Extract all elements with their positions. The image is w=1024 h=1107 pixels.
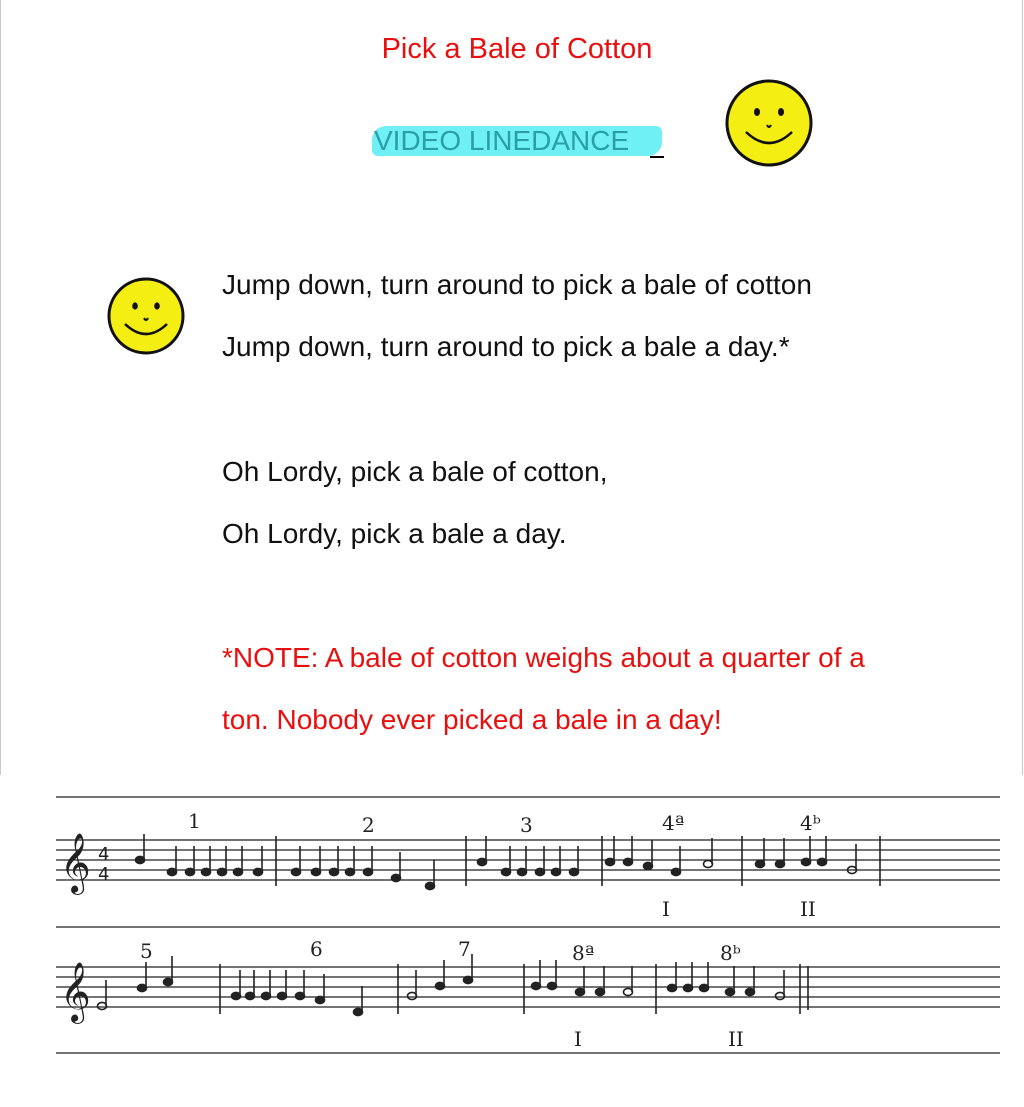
note-head xyxy=(606,858,615,865)
measure-number: 5 xyxy=(140,939,153,963)
measure-number: 8ᵇ xyxy=(720,941,741,965)
note-head xyxy=(330,868,339,875)
note-head xyxy=(218,868,227,875)
ending-marker: II xyxy=(800,897,816,921)
verse-line: Jump down, turn around to pick a bale of cotton xyxy=(222,269,812,300)
note-head xyxy=(296,992,305,999)
note-head xyxy=(668,984,677,991)
note-line: *NOTE: A bale of cotton weighs about a quarter of a xyxy=(222,642,865,673)
note-head xyxy=(756,860,765,867)
note-head xyxy=(746,988,755,995)
note-head xyxy=(292,868,301,875)
measure-number: 3 xyxy=(520,813,533,837)
note-head xyxy=(234,868,243,875)
note-head xyxy=(354,1008,363,1015)
note-head xyxy=(518,868,527,875)
note-head xyxy=(552,868,561,875)
note-head xyxy=(624,988,633,995)
note-head xyxy=(98,1002,107,1009)
measure-number: 6 xyxy=(310,937,323,961)
text-cursor xyxy=(650,126,664,158)
smiley-face-icon xyxy=(106,276,186,356)
note-head xyxy=(726,988,735,995)
note-head xyxy=(246,992,255,999)
note-head xyxy=(186,868,195,875)
ending-marker: I xyxy=(662,897,670,921)
note-head xyxy=(426,882,435,889)
note-head xyxy=(464,976,473,983)
measure-number: 7 xyxy=(458,937,471,961)
note-head xyxy=(164,978,173,985)
note-head xyxy=(136,856,145,863)
measure-number: 8ª xyxy=(572,941,595,965)
measure-number: 1 xyxy=(188,809,201,833)
staff-row-2 xyxy=(56,967,1000,1053)
note-head xyxy=(278,992,287,999)
note-head xyxy=(478,858,487,865)
chorus-line: Oh Lordy, pick a bale a day. xyxy=(222,518,567,549)
note-head xyxy=(138,984,147,991)
treble-clef-icon: 𝄞 xyxy=(60,962,91,1022)
note-head xyxy=(644,862,653,869)
measure-number: 4ª xyxy=(662,811,685,835)
note-head xyxy=(502,868,511,875)
note-head xyxy=(802,858,811,865)
note-head xyxy=(346,868,355,875)
note-head xyxy=(408,992,417,999)
note-head xyxy=(392,874,401,881)
note-head xyxy=(168,868,177,875)
note-line: ton. Nobody ever picked a bale in a day! xyxy=(222,704,722,735)
note-head xyxy=(672,868,681,875)
note-head xyxy=(312,868,321,875)
note-head xyxy=(684,984,693,991)
page-title: Pick a Bale of Cotton xyxy=(381,33,653,65)
smiley-face-icon xyxy=(724,78,814,168)
note-head xyxy=(576,988,585,995)
note-head xyxy=(436,982,445,989)
note-head xyxy=(776,992,785,999)
note-head xyxy=(596,988,605,995)
measure-number: 4ᵇ xyxy=(800,811,821,835)
note-head xyxy=(316,996,325,1003)
measure-number: 2 xyxy=(362,813,375,837)
note-head xyxy=(624,858,633,865)
chorus-line: Oh Lordy, pick a bale of cotton, xyxy=(222,456,608,487)
time-signature-top: 4 xyxy=(98,844,110,865)
note-head xyxy=(570,868,579,875)
verse-line: Jump down, turn around to pick a bale a day.* xyxy=(222,331,790,362)
note-head xyxy=(254,868,263,875)
ending-marker: II xyxy=(728,1027,744,1051)
note-head xyxy=(536,868,545,875)
notes-row-1 xyxy=(136,834,857,890)
note-head xyxy=(548,982,557,989)
note-head xyxy=(232,992,241,999)
note-head xyxy=(704,860,713,867)
time-signature-bottom: 4 xyxy=(98,864,110,885)
note-head xyxy=(202,868,211,875)
video-linedance-link[interactable] xyxy=(374,122,629,160)
sheet-music xyxy=(0,780,1024,1107)
note-head xyxy=(262,992,271,999)
note-head xyxy=(818,858,827,865)
ending-marker: I xyxy=(574,1027,582,1051)
note-head xyxy=(776,860,785,867)
video-link-label: VIDEO LINEDANCE xyxy=(374,125,630,156)
note-head xyxy=(700,984,709,991)
note-head xyxy=(364,868,373,875)
treble-clef-icon: 𝄞 xyxy=(60,833,91,893)
note-head xyxy=(532,982,541,989)
